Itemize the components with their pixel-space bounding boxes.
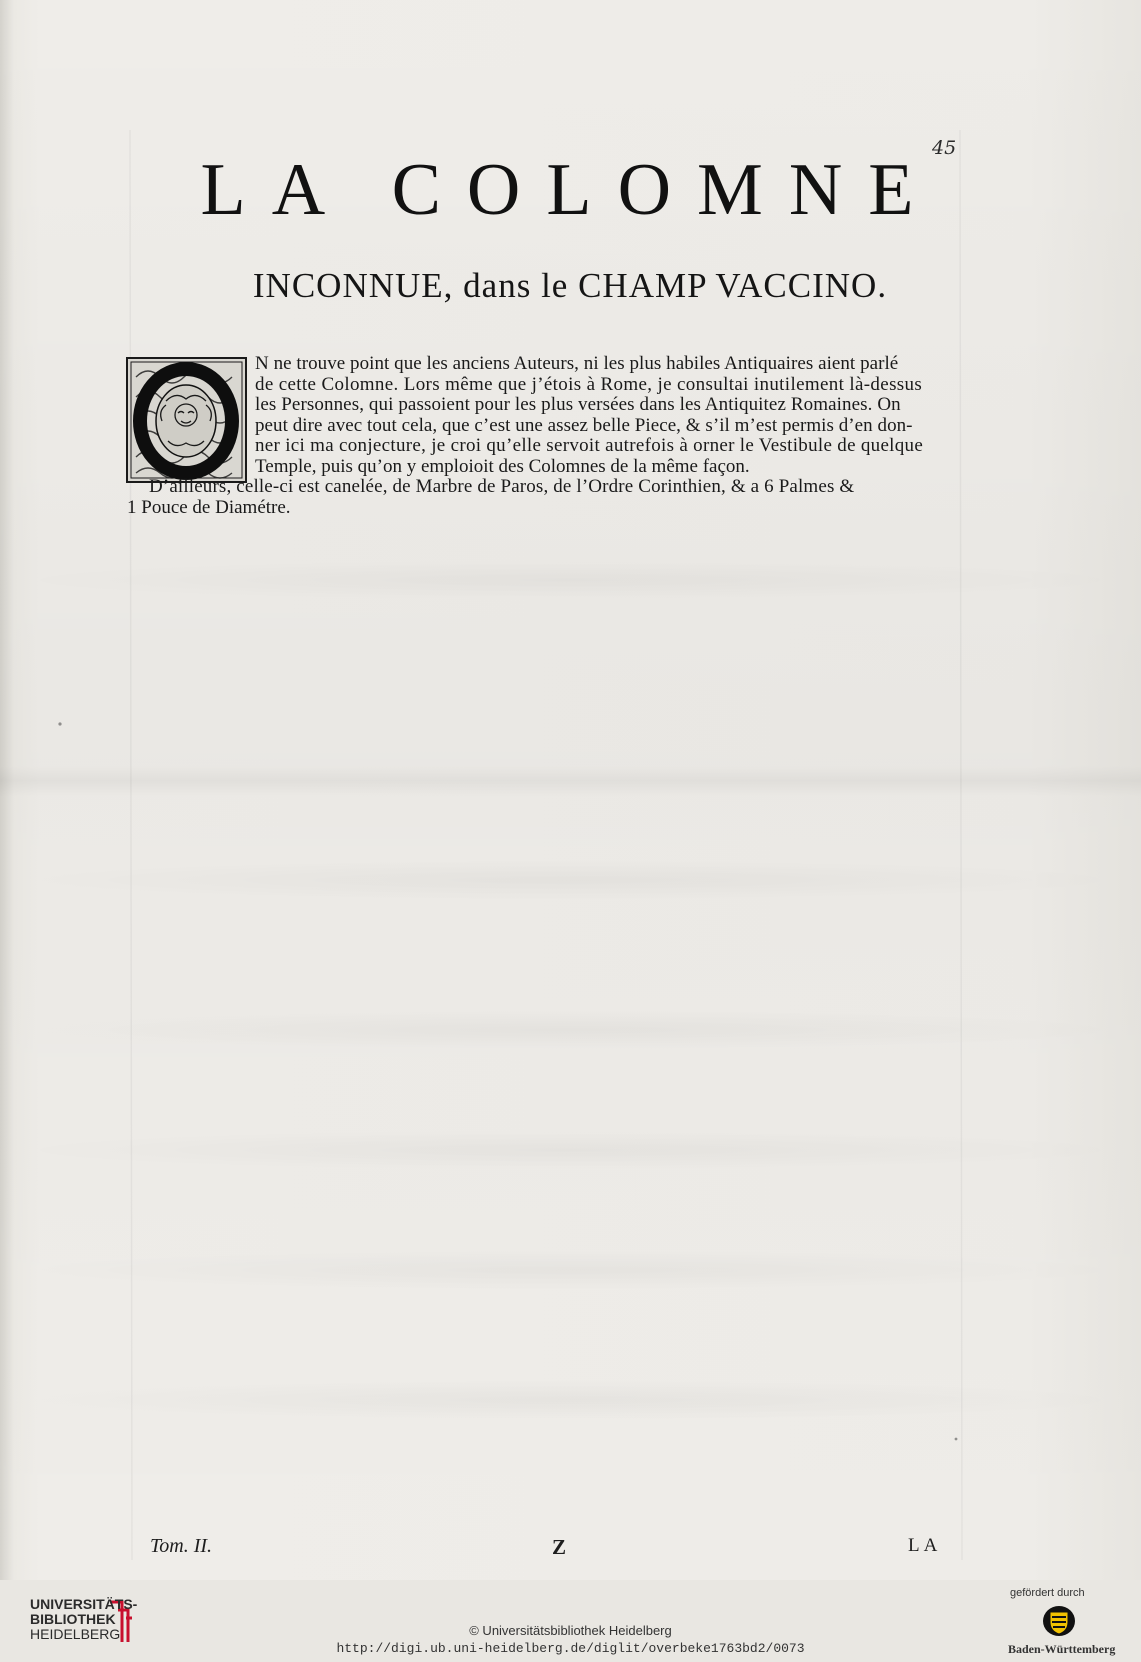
body-line: 1 Pouce de Diamétre. [127, 496, 291, 518]
body-line: N ne trouve point que les anciens Auteurs, ni les plus habiles Antiquaires aient parlé [255, 353, 899, 374]
body-text [127, 354, 951, 518]
permalink[interactable]: http://digi.ub.uni-heidelberg.de/diglit/overbeke1763bd2/0073 [336, 1641, 805, 1656]
page-title: LA COLOMNE [200, 149, 940, 231]
page-number: 45 [932, 137, 957, 159]
library-name-line2: BIBLIOTHEK [30, 1611, 116, 1627]
copyright-notice: © Universitätsbibliothek Heidelberg [469, 1623, 672, 1638]
body-line: de cette Colomne. Lors même que j’étois à Rome, je consultai inutilement là-dessus [255, 373, 923, 395]
signature-mark: Z [552, 1535, 567, 1559]
body-line: les Personnes, qui passoient pour les plus versées dans les Antiquitez Romaines. On [255, 394, 901, 415]
library-name-line1: UNIVERSITÄTS- [30, 1596, 138, 1612]
catchword: LA [908, 1535, 942, 1556]
library-city: HEIDELBERG [30, 1626, 121, 1642]
coat-of-arms-icon[interactable] [1041, 1604, 1077, 1638]
body-line: peut dire avec tout cela, que c’est une assez belle Piece, & s’il m’est permis d’en don- [255, 414, 913, 436]
body-line: ner ici ma conjecture, je croi qu’elle servoit autrefois à orner le Vestibule de quelque [255, 435, 924, 456]
body-line: D’ailleurs, celle-ci est canelée, de Marbre de Paros, de l’Ordre Corinthien, & a 6 Palmes & [149, 476, 855, 497]
funding-label: gefördert durch [1010, 1587, 1085, 1599]
page-subtitle: INCONNUE, dans le CHAMP VACCINO. [252, 266, 888, 305]
body-line: Temple, puis qu’on y emploioit des Colomnes de la même façon. [255, 455, 750, 477]
volume-marker: Tom. II. [150, 1535, 213, 1557]
viewer-footer [0, 1580, 1141, 1662]
funder-name: Baden-Württemberg [1008, 1642, 1116, 1656]
